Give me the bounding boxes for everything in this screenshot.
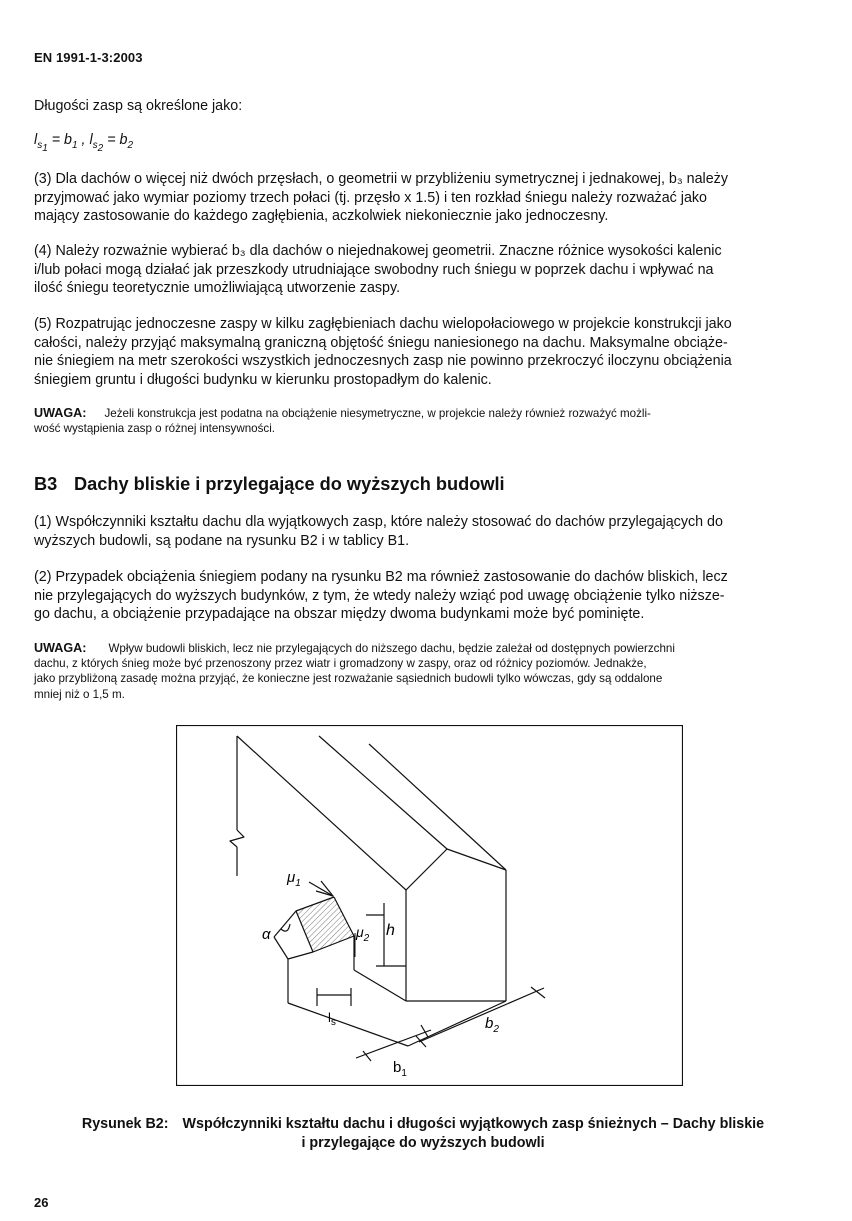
paragraph-b3-1: [34, 513, 812, 550]
b2-label: [485, 1015, 499, 1035]
formula-ls2-sub: s: [92, 139, 98, 151]
mu1-label: [286, 869, 301, 889]
paragraph-5: [34, 315, 812, 389]
note-line: Jeżeli konstrukcja jest podatna na obciążenie niesymetryczne, w projekcie należy również rozważyć możli-: [104, 407, 651, 420]
caption-line-2: i przylegające do wyższych budowli: [301, 1135, 545, 1151]
paragraph-line: (4) Należy rozważnie wybierać b₃ dla dachów o niejednakowej geometrii. Znaczne różnice wysokości kalenic: [34, 243, 722, 259]
tall-building: [230, 736, 506, 1001]
figure-frame: [177, 726, 683, 1086]
ls-symbol: l: [328, 1010, 331, 1025]
paragraph-line: całości, należy przyjąć maksymalną graniczną objętość śniegu naniesionego na dachu. Maksymalne obciąże-: [34, 334, 728, 351]
drift-length-formula: [34, 132, 133, 154]
snow-drift-hatch: [296, 897, 354, 952]
note-label: UWAGA:: [34, 641, 87, 655]
note-line: mniej niż o 1,5 m.: [34, 687, 125, 701]
figure-b2-diagram: [176, 725, 683, 1086]
intro-text: Długości zasp są określone jako:: [34, 98, 243, 114]
formula-ls1-sub: s: [37, 139, 43, 151]
paragraph-4: [34, 242, 812, 298]
paragraph-line: (3) Dla dachów o więcej niż dwóch przęsłach, o geometrii w przybliżeniu symetrycznej i jednakowej, b₃ należy: [34, 171, 728, 187]
b2-subscript: 2: [493, 1024, 499, 1035]
mu2-subscript: 2: [363, 933, 370, 944]
section-number: B3: [34, 474, 58, 494]
ls-label: [328, 1010, 336, 1028]
paragraph-b3-2: [34, 568, 812, 624]
mu1-symbol: μ: [287, 869, 296, 886]
formula-ls2-subsub: 2: [97, 142, 104, 154]
mu2-symbol: μ: [356, 924, 364, 940]
document-header: EN 1991-1-3:2003: [34, 50, 143, 65]
note-line: wość wystąpienia zasp o różnej intensywności.: [34, 422, 276, 436]
paragraph-line: nie przylegających do wyższych budynków, z tym, że wtedy należy wziąć pod uwagę obciążenie tylko niższe-: [34, 587, 725, 604]
formula-eq2: = b: [103, 132, 128, 148]
mu1-subscript: 1: [295, 878, 301, 889]
note-1: [34, 406, 812, 436]
figure-caption: [34, 1115, 812, 1153]
paragraph-line: (2) Przypadek obciążenia śniegiem podany na rysunku B2 ma również zastosowanie do dachów bliskich, lecz: [34, 569, 728, 585]
paragraph-line: mający zastosowanie do każdego zagłębienia, aczkolwiek niekoniecznie jako jednoczesny.: [34, 208, 609, 224]
note-line: dachu, z których śnieg może być przenoszony przez wiatr i gromadzony w zaspy, oraz od różnicy poziomów. Jednakże,: [34, 657, 647, 671]
section-heading: [34, 474, 505, 495]
caption-line-1: Współczynniki kształtu dachu i długości wyjątkowych zasp śnieżnych – Dachy bliskie: [182, 1116, 765, 1132]
formula-eq2-sub: 2: [127, 139, 134, 151]
b2-symbol: b: [485, 1015, 494, 1032]
paragraph-line: śniegiem gruntu i długości budynku w kierunku prostopadłym do kalenic.: [34, 371, 492, 388]
mu2-label: [355, 924, 370, 944]
formula-eq1-sub: 1: [72, 139, 78, 151]
formula-ls1: l: [34, 132, 38, 148]
b1-subscript: 1: [401, 1068, 407, 1079]
low-building: [274, 881, 545, 1061]
paragraph-line: (1) Współczynniki kształtu dachu dla wyjątkowych zasp, które należy stosować do dachów przylegających do: [34, 514, 723, 530]
paragraph-line: go dachu, a obciążenie przypadające na obszar między dwoma budynkami może być pominięte.: [34, 606, 645, 622]
formula-ls2: l: [89, 132, 93, 148]
b1-label: [393, 1059, 407, 1079]
formula-ls1-subsub: 1: [42, 142, 48, 154]
ls-subscript: s: [330, 1017, 336, 1028]
paragraph-line: ilość śniegu teoretycznie umożliwiającą utworzenie zaspy.: [34, 280, 401, 296]
alpha-label: α: [262, 926, 271, 943]
note-label: UWAGA:: [34, 406, 87, 420]
formula-eq1: = b: [47, 132, 72, 148]
caption-label: Rysunek B2:: [81, 1116, 169, 1132]
paragraph-line: przyjmować jako wymiar poziomy trzech połaci (tj. przęsło x 1.5) i ten rozkład śniegu należy rozważać jako: [34, 189, 708, 206]
page-number: 26: [34, 1195, 49, 1210]
b1-symbol: b: [393, 1059, 402, 1076]
h-label: h: [386, 922, 395, 939]
section-title: Dachy bliskie i przylegające do wyższych budowli: [74, 474, 505, 494]
paragraph-line: wyższych budowli, są podane na rysunku B2 i w tablicy B1.: [34, 532, 410, 549]
formula-sep: ,: [77, 132, 90, 148]
paragraph-line: nie śniegiem na metr szerokości wszystkich jednoczesnych zasp nie powinno przekroczyć iloczynu obciążenia: [34, 353, 732, 369]
paragraph-3: [34, 170, 812, 226]
paragraph-line: (5) Rozpatrując jednoczesne zaspy w kilku zagłębieniach dachu wielopołaciowego w projekcie konstrukcji jako: [34, 316, 732, 332]
note-line: jako przybliżoną zasadę można przyjąć, że konieczne jest rozważanie sąsiednich budowli tylko wówczas, gdy są oddalone: [34, 672, 663, 686]
note-line: Wpływ budowli bliskich, lecz nie przylegających do niższego dachu, będzie zależał od dostępnych powierzchni: [108, 642, 675, 655]
note-2: [34, 641, 812, 702]
paragraph-line: i/lub połaci mogą działać jak przeszkody utrudniające swobodny ruch śniegu w poprzek dachu i wpływać na: [34, 261, 714, 278]
